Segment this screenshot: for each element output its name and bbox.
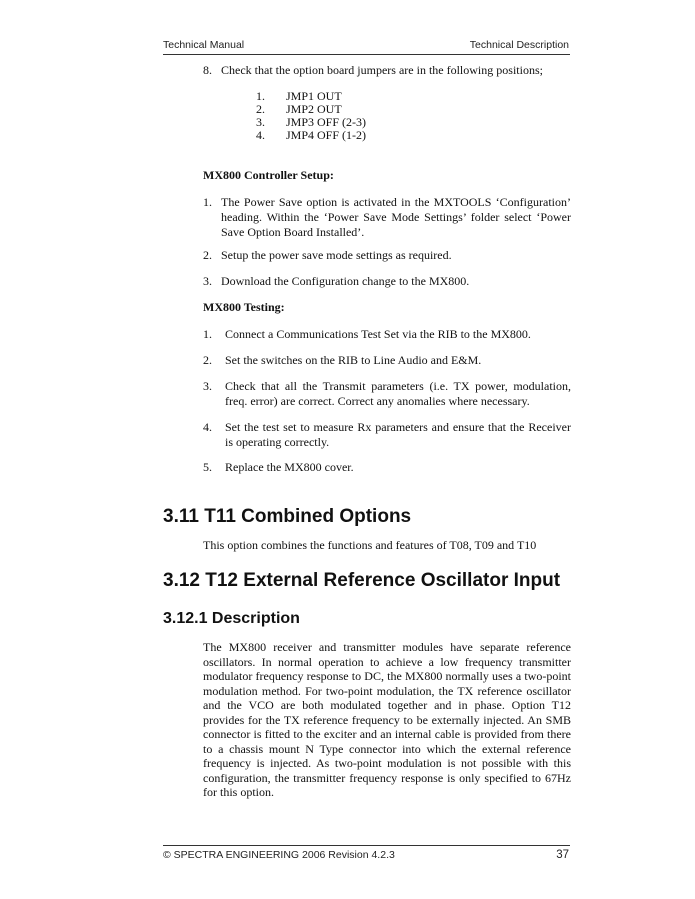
step-8-text: Check that the option board jumpers are in the following positions;	[221, 63, 543, 77]
section-3-11-text: This option combines the functions and features of T08, T09 and T10	[203, 538, 537, 552]
jumper-number: 1.	[256, 89, 265, 103]
jumper-number: 3.	[256, 115, 265, 129]
setup-item-number: 3.	[203, 274, 212, 288]
testing-item-number: 2.	[203, 353, 212, 367]
testing-item-number: 1.	[203, 327, 212, 341]
header-title-left: Technical Manual	[163, 39, 245, 51]
jumper-number: 2.	[256, 102, 265, 116]
testing-item-number: 3.	[203, 379, 212, 393]
footer-rule	[163, 845, 570, 846]
jumper-setting: JMP3 OFF (2-3)	[286, 115, 367, 129]
section-3-11-heading: 3.11 T11 Combined Options	[163, 506, 412, 527]
testing-heading: MX800 Testing:	[203, 300, 285, 314]
jumper-number: 4.	[256, 128, 265, 142]
footer-copyright: © SPECTRA ENGINEERING 2006 Revision 4.2.3	[163, 849, 395, 861]
header-rule	[163, 54, 570, 55]
testing-item-text: Set the switches on the RIB to Line Audio and E&M.	[225, 353, 482, 367]
testing-item-text: Connect a Communications Test Set via the RIB to the MX800.	[225, 327, 531, 341]
jumper-setting: JMP4 OFF (1-2)	[286, 128, 367, 142]
jumper-setting: JMP1 OUT	[286, 89, 342, 103]
setup-item-number: 1.	[203, 195, 212, 209]
page-number: 37	[556, 849, 569, 861]
controller-setup-heading: MX800 Controller Setup:	[203, 168, 334, 182]
testing-item-number: 4.	[203, 420, 212, 434]
testing-item-text: Check that all the Transmit parameters (i.e. TX power, modulation, freq. error) are correct. Correct any anomalies where necessary.	[225, 379, 571, 408]
testing-item-number: 5.	[203, 460, 212, 474]
testing-item-text: Replace the MX800 cover.	[225, 460, 354, 474]
section-3-12-heading: 3.12 T12 External Reference Oscillator Input	[163, 570, 561, 591]
setup-item-number: 2.	[203, 248, 212, 262]
step-8-number: 8.	[203, 63, 212, 77]
setup-item-text: Download the Configuration change to the MX800.	[221, 274, 470, 288]
jumper-setting: JMP2 OUT	[286, 102, 342, 116]
section-3-12-1-heading: 3.12.1 Description	[163, 610, 300, 627]
section-3-12-description: The MX800 receiver and transmitter modules have separate reference oscillators. In normal operation to achieve a low frequency transmitter modulator frequency response to DC, the MX800 normally uses a two-point modulation method. For two-point modulation, the TX reference oscillator and the VCO are both modulated together and in phase. Option T12 provides for the TX reference frequency to be externally injected. An SMB connector is fitted to the exciter and an internal cable is provided from there to a chassis mount N Type connector into which the external reference frequency is injected. As two-point modulation is not possible with this configuration, the transmitter frequency response is only specified to 67Hz for this option.	[203, 640, 571, 799]
setup-item-text: Setup the power save mode settings as required.	[221, 248, 452, 262]
setup-item-text: The Power Save option is activated in the MXTOOLS ‘Configuration’ heading. Within the ‘Power Save Mode Settings’ folder select ‘Power Save Option Board Installed’.	[221, 195, 571, 239]
testing-item-text: Set the test set to measure Rx parameters and ensure that the Receiver is operating correctly.	[225, 420, 571, 449]
header-title-right: Technical Description	[469, 39, 569, 51]
